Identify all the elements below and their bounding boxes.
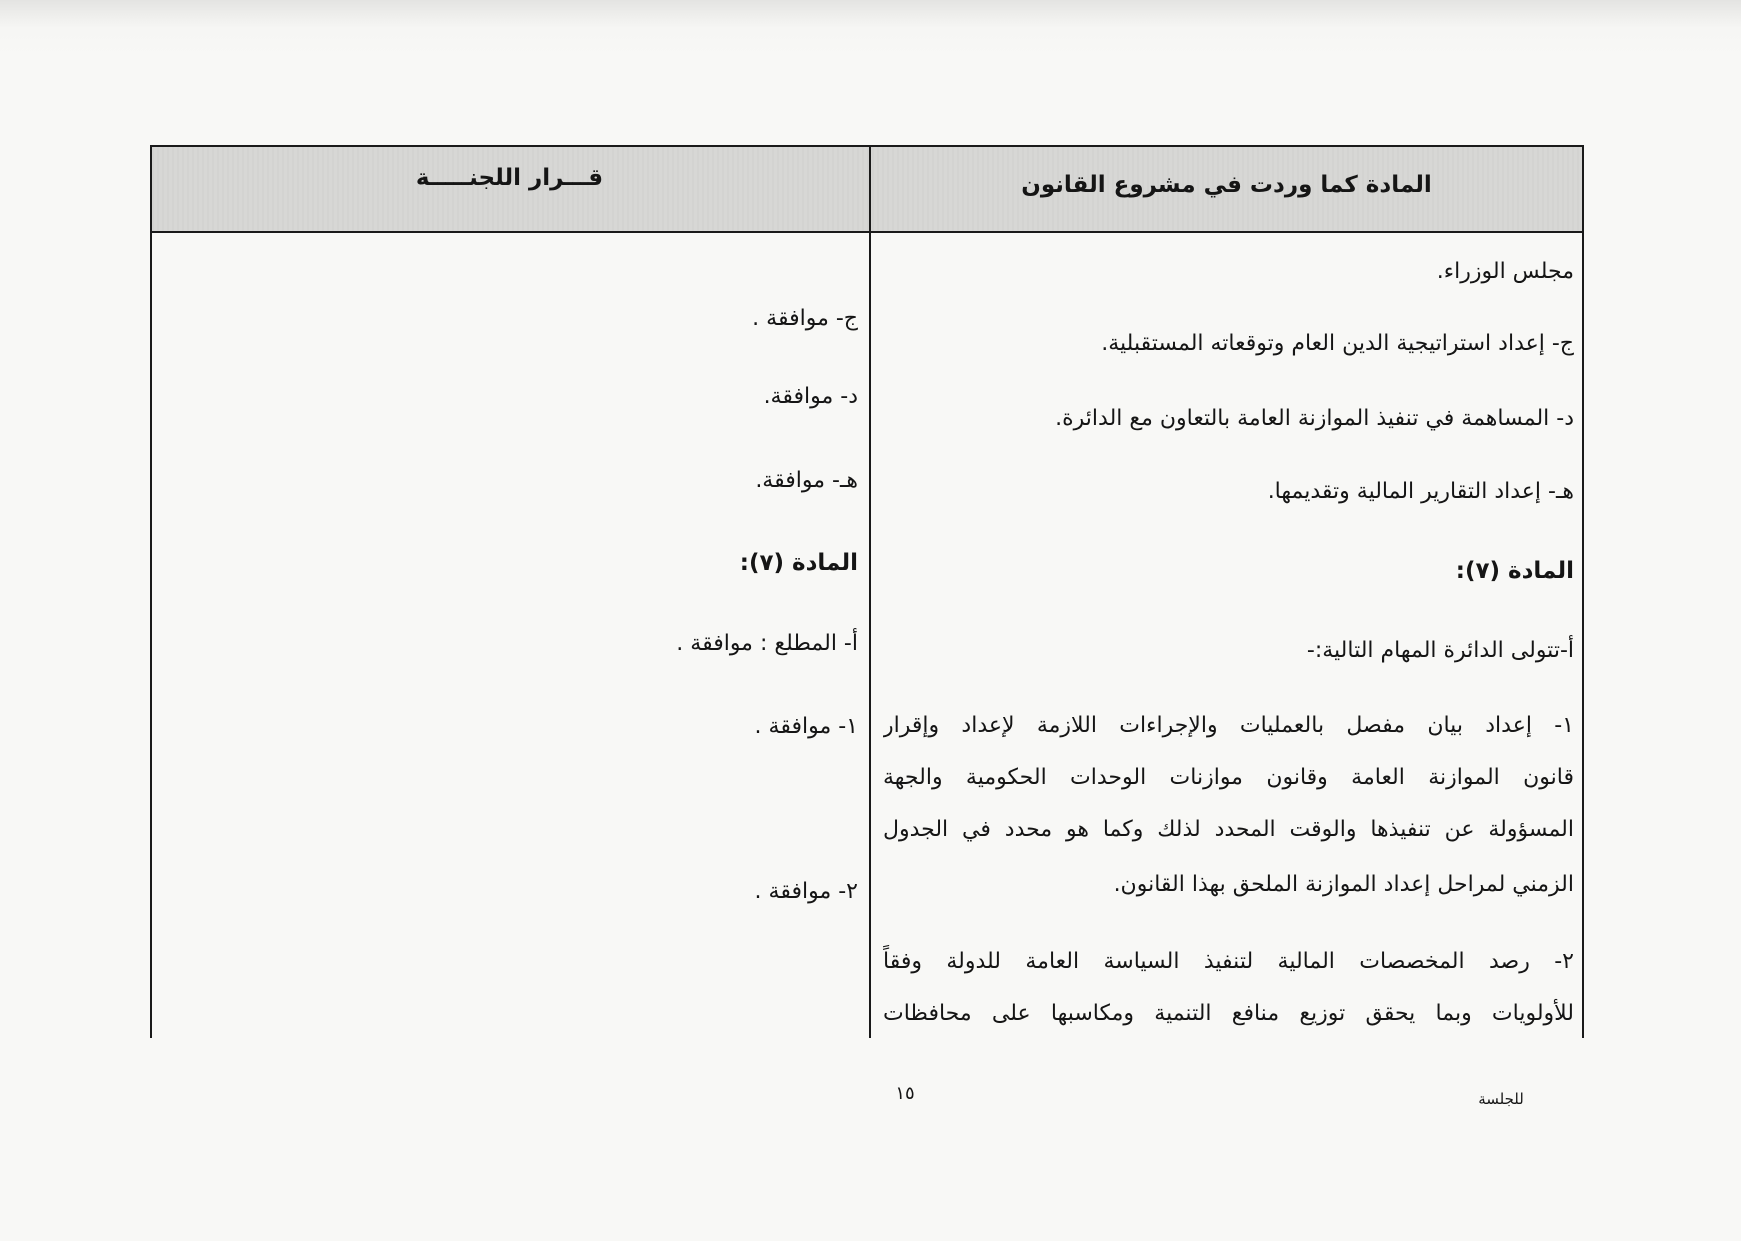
draft-item-j: ج- إعداد استراتيجية الدين العام وتوقعاته المستقبلية. [1101, 331, 1574, 356]
draft-item-a: أ-تتولى الدائرة المهام التالية:- [1306, 638, 1574, 663]
draft-item-1-line: قانون الموازنة العامة وقانون موازنات الوحدات الحكومية والجهة [883, 765, 1574, 790]
session-label: للجلسة [1478, 1090, 1524, 1108]
draft-article-heading: المادة (٧): [1455, 558, 1574, 584]
draft-item-1-line: الزمني لمراحل إعداد الموازنة الملحق بهذا القانون. [1113, 872, 1574, 897]
page-number: ١٥ [895, 1083, 915, 1104]
draft-item-2-line: ٢- رصد المخصصات المالية لتنفيذ السياسة العامة للدولة وفقاً [883, 949, 1574, 974]
header-draft-article: المادة كما وردت في مشروع القانون [1021, 172, 1432, 198]
decision-item-1: ١- موافقة . [754, 714, 858, 739]
decision-item-d: د- موافقة. [763, 384, 858, 409]
decision-item-h: هـ- موافقة. [755, 468, 858, 493]
decision-item-a: أ- المطلع : موافقة . [676, 631, 858, 656]
draft-item-2-line: للأولويات وبما يحقق توزيع منافع التنمية ومكاسبها على محافظات [883, 1001, 1574, 1026]
decision-item-j: ج- موافقة . [752, 306, 858, 331]
draft-item-1-line: ١- إعداد بيان مفصل بالعمليات والإجراءات اللازمة لإعداد وإقرار [883, 713, 1574, 738]
draft-item-1-line: المسؤولة عن تنفيذها والوقت المحدد لذلك وكما هو محدد في الجدول [883, 817, 1574, 842]
comparison-table [150, 145, 1584, 1038]
draft-item-h: هـ- إعداد التقارير المالية وتقديمها. [1267, 479, 1574, 504]
header-committee-decision: قـــرار اللجنـــــة [415, 165, 604, 191]
decision-article-heading: المادة (٧): [739, 550, 858, 576]
draft-continuation: مجلس الوزراء. [1436, 259, 1574, 284]
draft-item-d: د- المساهمة في تنفيذ الموازنة العامة بالتعاون مع الدائرة. [1055, 406, 1574, 431]
column-divider [869, 147, 871, 1038]
decision-item-2: ٢- موافقة . [754, 879, 858, 904]
